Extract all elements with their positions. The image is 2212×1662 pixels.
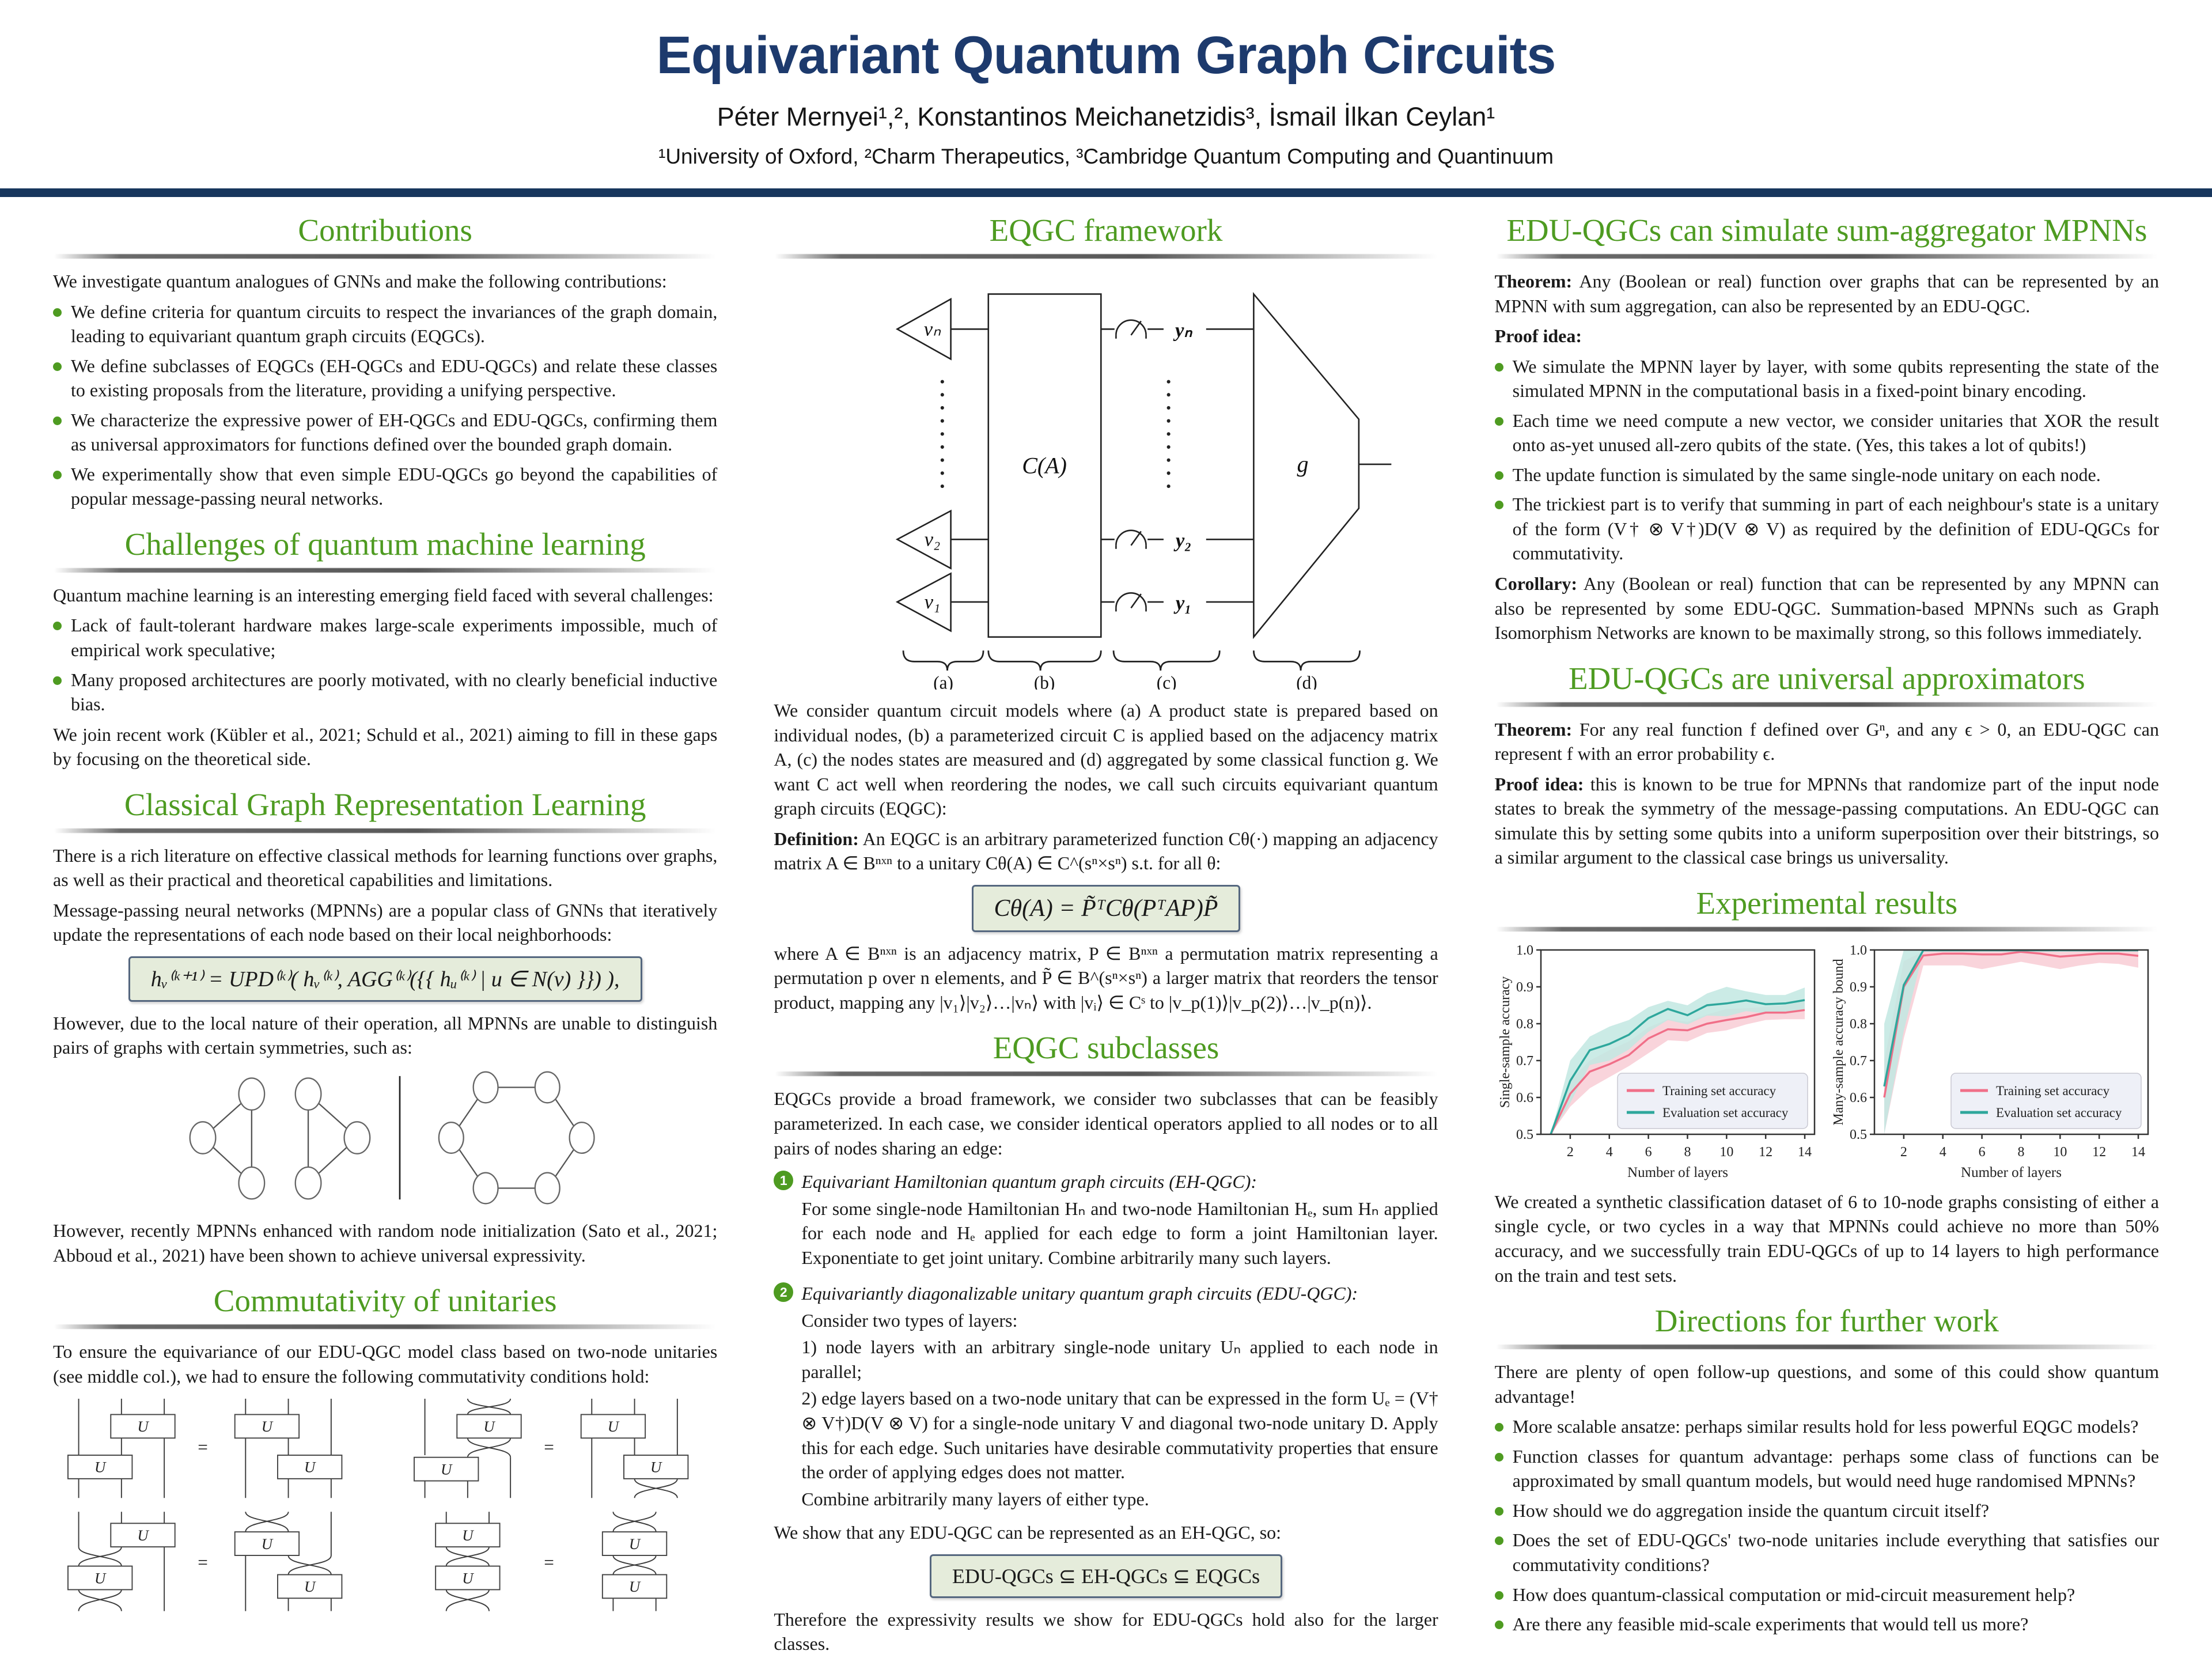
svg-text:14: 14 <box>1798 1144 1812 1160</box>
poster-columns <box>0 197 2212 1662</box>
list-item: Does the set of EDU-QGCs' two-node unitaries include everything that satisfies our commutativity conditions? <box>1495 1528 2159 1577</box>
svg-text:U: U <box>137 1527 149 1544</box>
list-item: How does quantum-classical computation or mid-circuit measurement help? <box>1495 1583 2159 1607</box>
svg-text:Evaluation set accuracy: Evaluation set accuracy <box>1662 1105 1789 1120</box>
measurement-gauge-icon <box>1116 531 1146 549</box>
list-item: We characterize the expressive power of EH-QGCs and EDU-QGCs, confirming them as universal approximators for functions defined over the bounded graph domain. <box>53 408 717 457</box>
list-item: More scalable ansatze: perhaps similar results hold for less powerful EQGC models? <box>1495 1414 2159 1439</box>
theorem-label: Theorem: <box>1494 271 1573 291</box>
svg-text:1.0: 1.0 <box>1516 942 1534 958</box>
svg-text:Evaluation set accuracy: Evaluation set accuracy <box>1996 1105 2122 1120</box>
section-heading-framework: EQGC framework <box>989 213 1223 248</box>
authors-line: Péter Mernyei¹,², Konstantinos Meichanetzidis³, İsmail İlkan Ceylan¹ <box>717 102 1495 131</box>
poster-header <box>0 0 2212 169</box>
svg-text:6: 6 <box>1645 1144 1652 1160</box>
many-sample-accuracy-chart <box>1831 942 2156 1184</box>
svg-text:4: 4 <box>1940 1144 1947 1160</box>
framework-caption: We consider quantum circuit models where (a) A product state is prepared based on individual nodes, (b) a parameterized circuit C is applied based on the adjacency matrix A, (c) the nodes states are measured and (d) aggregated by some classical function g. We want C act well when reordering the nodes, we call such circuits equivariant quantum graph circuits (EQGC): <box>774 700 1438 819</box>
svg-text:14: 14 <box>2131 1144 2146 1160</box>
definition-label: Definition: <box>774 828 859 849</box>
bullet-icon <box>1495 1423 1503 1432</box>
svg-text:U: U <box>483 1418 495 1436</box>
bullet-icon <box>1495 1536 1503 1545</box>
list-item: We define subclasses of EQGCs (EH-QGCs and EDU-QGCs) and relate these classes to existing proposals from the literature, providing a unifying perspective. <box>53 354 717 403</box>
left-column <box>53 206 717 1618</box>
svg-text:4: 4 <box>1606 1144 1613 1160</box>
aggregator-label: g <box>1297 450 1309 477</box>
circuit-label: C(A) <box>1022 452 1067 479</box>
heading-rule <box>54 1324 716 1329</box>
challenges-intro: Quantum machine learning is an interesting emerging field faced with several challenges: <box>53 584 714 605</box>
bullet-icon <box>53 417 62 425</box>
contributions-intro: We investigate quantum analogues of GNNs and make the following contributions: <box>53 271 667 291</box>
section-heading-classical: Classical Graph Representation Learning <box>124 786 646 822</box>
svg-text:U: U <box>137 1418 149 1436</box>
output-label: y₂ <box>1175 529 1192 552</box>
commutativity-equation-1 <box>53 1395 353 1500</box>
bullet-icon <box>53 362 62 371</box>
subclasses-intro: EQGCs provide a broad framework, we consider two subclasses that can be feasibly parameterized. In each case, we consider identical operators applied to all nodes or to all pairs of nodes sharing an edge: <box>774 1088 1438 1159</box>
bullet-icon <box>1495 1507 1503 1516</box>
bullet-icon <box>53 308 62 317</box>
directions-intro: There are plenty of open follow-up questions, and some of this could show quantum advantage! <box>1494 1361 2159 1407</box>
list-item: We experimentally show that even simple EDU-QGCs go beyond the capabilities of popular message-passing neural networks. <box>53 462 717 511</box>
framework-where: where A ∈ Bⁿˣⁿ is an adjacency matrix, P ∈ Bⁿˣⁿ a permutation matrix representing a permutation p over n elements, and P̃ ∈ B^(sⁿ×sⁿ) a larger matrix that reorders the tensor product, mapping any |v₁⟩|v₂⟩…|vₙ⟩ with |vᵢ⟩ ∈ Cˢ to |v_p(1)⟩|v_p(2)⟩…|v_p(n)⟩. <box>774 942 1438 1013</box>
svg-text:U: U <box>440 1460 452 1478</box>
brace-label: (c) <box>1156 672 1177 690</box>
list-item: Are there any feasible mid-scale experiments that would tell us more? <box>1495 1612 2159 1637</box>
svg-text:10: 10 <box>2053 1144 2067 1160</box>
list-item: Many proposed architectures are poorly motivated, with no clearly beneficial inductive bias. <box>53 668 717 717</box>
list-item: The trickiest part is to verify that summing in part of each neighbour's state is a unitary of the form (V† ⊗ V†)D(V ⊗ V) as required by the definition of EDU-QGCs for commutativity. <box>1495 492 2159 566</box>
subclass-item-eh-qgc <box>774 1167 1438 1272</box>
section-heading-experiments: Experimental results <box>1696 885 1958 921</box>
svg-text:6: 6 <box>1978 1144 1986 1160</box>
commutativity-equation-4 <box>399 1508 699 1618</box>
svg-text:U: U <box>650 1458 662 1476</box>
svg-text:=: = <box>198 1437 208 1457</box>
svg-text:Number of layers: Number of layers <box>1961 1164 2062 1180</box>
list-item: How should we do aggregation inside the quantum circuit itself? <box>1495 1498 2159 1523</box>
bullet-icon <box>1495 471 1503 480</box>
subclasses-outro: Therefore the expressivity results we show for EDU-QGCs hold also for the larger classes. <box>774 1608 1438 1655</box>
theorem-label: Theorem: <box>1494 718 1573 740</box>
challenges-bullets <box>53 613 717 716</box>
subclass-text: For some single-node Hamiltonian Hₙ and two-node Hamiltonian Hₑ, sum Hₙ applied for each node and Hₑ applied for each edge to form a joint Hamiltonian layer. Exponentiate to get joint unitary. Combine arbitrarily many such layers. <box>801 1198 1438 1268</box>
subclass-text: Consider two types of layers: <box>801 1309 1018 1331</box>
output-label: yₙ <box>1175 319 1192 342</box>
bullet-icon <box>53 676 62 685</box>
simulate-bullets <box>1495 354 2159 566</box>
brace-label: (b) <box>1033 672 1055 690</box>
commutativity-equation-2 <box>399 1395 699 1500</box>
proof-idea-label: Proof idea: <box>1494 325 1582 347</box>
experiment-charts <box>1495 942 2159 1184</box>
classical-p2: Message-passing neural networks (MPNNs) are a popular class of GNNs that iteratively update the representations of each node based on their local neighborhoods: <box>53 899 718 945</box>
equivariance-equation: Cθ(A) = P̃ᵀCθ(PᵀAP)P̃ <box>972 885 1241 932</box>
experiments-caption: We created a synthetic classification dataset of 6 to 10-node graphs consisting of either a single cycle, or two cycles in a way that MPNNs could achieve no more than 50% accuracy, and we successfully train EDU-QGCs of up to 14 layers to high performance on the train and test sets. <box>1494 1191 2159 1286</box>
svg-text:0.8: 0.8 <box>1850 1016 1868 1032</box>
svg-text:Single-sample accuracy: Single-sample accuracy <box>1498 976 1513 1108</box>
svg-text:=: = <box>198 1552 208 1573</box>
node-label: v₁ <box>924 590 941 614</box>
svg-text:U: U <box>304 1458 316 1476</box>
svg-text:=: = <box>543 1437 554 1457</box>
svg-text:12: 12 <box>2092 1144 2107 1160</box>
commutativity-intro: To ensure the equivariance of our EDU-QGC model class based on two-node unitaries (see middle col.), we had to ensure the following commutativity conditions hold: <box>53 1341 718 1387</box>
challenges-outro: We join recent work (Kübler et al., 2021; Schuld et al., 2021) aiming to fill in these gaps by focusing on the theoretical side. <box>53 724 718 770</box>
svg-text:U: U <box>461 1569 474 1587</box>
heading-rule <box>1496 254 2158 259</box>
item-number-badge: 1 <box>774 1171 793 1190</box>
list-item: We simulate the MPNN layer by layer, with some qubits representing the state of the simulated MPNN in the computational basis in a fixed-point binary encoding. <box>1495 354 2159 403</box>
measurement-gauge-icon <box>1116 320 1146 339</box>
list-item: Lack of fault-tolerant hardware makes large-scale experiments impossible, much of empirical work speculative; <box>53 613 717 662</box>
mpnn-update-equation: hᵥ⁽ᵏ⁺¹⁾ = UPD⁽ᵏ⁾( hᵥ⁽ᵏ⁾, AGG⁽ᵏ⁾({{ hᵤ⁽ᵏ⁾ | u ∈ N(v) }}) ), <box>128 956 642 1002</box>
svg-text:Number of layers: Number of layers <box>1627 1164 1729 1180</box>
svg-text:=: = <box>543 1552 554 1573</box>
svg-text:U: U <box>94 1569 106 1587</box>
classical-p1: There is a rich literature on effective classical methods for learning functions over graphs, as well as their practical and theoretical capabilities and limitations. <box>53 845 718 891</box>
svg-text:U: U <box>628 1535 640 1553</box>
svg-text:8: 8 <box>1684 1144 1691 1160</box>
commutativity-figures <box>53 1395 717 1618</box>
bullet-icon <box>53 471 62 479</box>
brace-label: (a) <box>933 672 953 690</box>
right-column <box>1495 206 2159 1642</box>
proof-idea-label: Proof idea: <box>1494 773 1584 794</box>
svg-text:U: U <box>607 1418 619 1436</box>
output-label: y₁ <box>1175 591 1192 614</box>
svg-text:12: 12 <box>1759 1144 1773 1160</box>
framework-definition: Definition: An EQGC is an arbitrary parameterized function Cθ(·) mapping an adjacency matrix A ∈ Bⁿˣⁿ to a unitary Cθ(A) ∈ C^(sⁿ×sⁿ) s.t. for all θ: <box>774 828 1438 874</box>
brace-label: (d) <box>1296 672 1317 690</box>
list-item: The update function is simulated by the same single-node unitary on each node. <box>1495 463 2159 487</box>
affiliations-line: ¹University of Oxford, ²Charm Therapeutics, ³Cambridge Quantum Computing and Quantinuum <box>658 145 1554 168</box>
heading-rule <box>54 828 716 833</box>
header-divider-bar <box>0 188 2212 197</box>
heading-rule <box>1496 927 2158 932</box>
simulate-corollary: Corollary: Any (Boolean or real) function that can be represented by any MPNN can also be represented by some EDU-QGC. Summation-based MPNNs such as Graph Isomorphism Networks are known to be maximally strong, so this follows immediately. <box>1494 573 2160 643</box>
section-heading-commutativity: Commutativity of unitaries <box>213 1283 557 1319</box>
svg-text:U: U <box>461 1527 474 1544</box>
bullet-icon <box>53 622 62 630</box>
svg-text:0.7: 0.7 <box>1516 1053 1534 1069</box>
middle-column <box>774 206 1438 1662</box>
subclasses-show-text: We show that any EDU-QGC can be represented as an EH-QGC, so: <box>774 1522 1282 1543</box>
corollary-label: Corollary: <box>1494 573 1578 595</box>
svg-text:0.5: 0.5 <box>1516 1127 1534 1142</box>
classical-p3: However, due to the local nature of their operation, all MPNNs are unable to distinguish pairs of graphs with certain symmetries, such as: <box>53 1012 718 1058</box>
node-label: v₂ <box>924 528 941 551</box>
classical-p4: However, recently MPNNs enhanced with random node initialization (Sato et al., 2021; Abboud et al., 2021) have been shown to achieve universal expressivity. <box>53 1220 718 1266</box>
simulate-theorem: Theorem: Any (Boolean or real) function over graphs that can be represented by an MPNN with sum aggregation, can also be represented by an EDU-QGC. <box>1494 271 2160 316</box>
svg-text:U: U <box>304 1578 316 1596</box>
svg-text:U: U <box>94 1458 106 1476</box>
heading-rule <box>775 254 1437 259</box>
svg-text:0.9: 0.9 <box>1516 979 1534 995</box>
svg-text:U: U <box>628 1578 640 1596</box>
list-item: Function classes for quantum advantage: perhaps some class of functions can be approximated by small quantum models, but would need huge randomised MPNNs? <box>1495 1444 2159 1493</box>
single-sample-accuracy-chart <box>1497 942 1823 1184</box>
bullet-icon <box>1495 501 1503 509</box>
brace-icon <box>903 650 1360 671</box>
bullet-icon <box>1495 417 1503 426</box>
list-item: We define criteria for quantum circuits to respect the invariances of the graph domain, leading to equivariant quantum graph circuits (EQGCs). <box>53 300 717 349</box>
universal-theorem: Theorem: For any real function f defined over Gⁿ, and any ϵ > 0, an EDU-QGC can represent f with an error probability ϵ. <box>1494 718 2160 764</box>
subclass-line: 1) node layers with an arbitrary single-node unitary Uₙ applied to each node in parallel; <box>801 1337 1438 1382</box>
svg-text:Many-sample accuracy bound: Many-sample accuracy bound <box>1831 959 1847 1126</box>
heading-rule <box>54 254 716 259</box>
measurement-gauge-icon <box>1116 593 1146 611</box>
svg-text:0.5: 0.5 <box>1850 1127 1868 1142</box>
poster-title: Equivariant Quantum Graph Circuits <box>656 26 1556 85</box>
section-heading-directions: Directions for further work <box>1654 1303 1999 1339</box>
section-heading-challenges: Challenges of quantum machine learning <box>124 526 646 562</box>
bullet-icon <box>1495 1453 1503 1462</box>
svg-text:0.6: 0.6 <box>1850 1090 1868 1106</box>
section-heading-contributions: Contributions <box>298 213 472 248</box>
bullet-icon <box>1495 1621 1503 1629</box>
subclass-line: Combine arbitrarily many layers of either type. <box>801 1488 1149 1509</box>
symmetry-graphs-figure <box>53 1066 717 1213</box>
svg-text:10: 10 <box>1719 1144 1734 1160</box>
heading-rule <box>775 1072 1437 1076</box>
commutativity-equation-3 <box>53 1508 353 1618</box>
subclass-item-edu-qgc <box>774 1279 1438 1513</box>
bullet-icon <box>1495 1591 1503 1600</box>
universal-proof: Proof idea: this is known to be true for MPNNs that randomize part of the input node states to break the symmetry of the message-passing computations. An EDU-QGC can simulate this by setting some qubits into a uniform superposition over their bitstrings, so a similar argument to the classical case brings us universality. <box>1494 773 2160 868</box>
svg-text:0.9: 0.9 <box>1850 979 1868 995</box>
svg-text:Training set accuracy: Training set accuracy <box>1996 1083 2110 1098</box>
heading-rule <box>1496 1345 2158 1349</box>
svg-text:0.7: 0.7 <box>1850 1053 1868 1069</box>
subclass-title: Equivariantly diagonalizable unitary quantum graph circuits (EDU-QGC): <box>801 1283 1358 1304</box>
svg-text:Training set accuracy: Training set accuracy <box>1662 1083 1777 1098</box>
subclass-title: Equivariant Hamiltonian quantum graph circuits (EH-QGC): <box>801 1171 1257 1192</box>
svg-text:8: 8 <box>2017 1144 2025 1160</box>
subclass-line: 2) edge layers based on a two-node unitary that can be expressed in the form Uₑ = (V† ⊗ V†)D(V ⊗ V) for a single-node unitary V and diagonal two-node unitary D. Apply this for each edge. Such unitaries have desirable commutativity properties that ensure the order of applying edges does not matter. <box>801 1388 1438 1483</box>
svg-text:0.6: 0.6 <box>1516 1090 1534 1106</box>
heading-rule <box>54 568 716 573</box>
bullet-icon <box>1495 363 1503 372</box>
node-label: vₙ <box>923 317 941 340</box>
subset-chain-equation: EDU-QGCs ⊆ EH-QGCs ⊆ EQGCs <box>930 1554 1282 1598</box>
list-item: Each time we need compute a new vector, we consider unitaries that XOR the result onto as-yet unused all-zero qubits of the state. (Yes, this takes a lot of qubits!) <box>1495 408 2159 457</box>
directions-bullets <box>1495 1414 2159 1636</box>
section-heading-universal: EDU-QGCs are universal approximators <box>1569 660 2085 696</box>
svg-text:U: U <box>261 1535 273 1553</box>
heading-rule <box>1496 702 2158 707</box>
svg-text:1.0: 1.0 <box>1850 942 1868 958</box>
svg-text:U: U <box>261 1418 273 1436</box>
svg-text:2: 2 <box>1567 1144 1574 1160</box>
item-number-badge: 2 <box>774 1282 793 1302</box>
svg-text:2: 2 <box>1900 1144 1908 1160</box>
svg-text:0.8: 0.8 <box>1516 1016 1534 1032</box>
eqgc-framework-diagram <box>774 269 1438 692</box>
contributions-bullets <box>53 300 717 511</box>
section-heading-subclasses: EQGC subclasses <box>993 1030 1219 1066</box>
section-heading-simulate: EDU-QGCs can simulate sum-aggregator MPNNs <box>1506 213 2147 248</box>
